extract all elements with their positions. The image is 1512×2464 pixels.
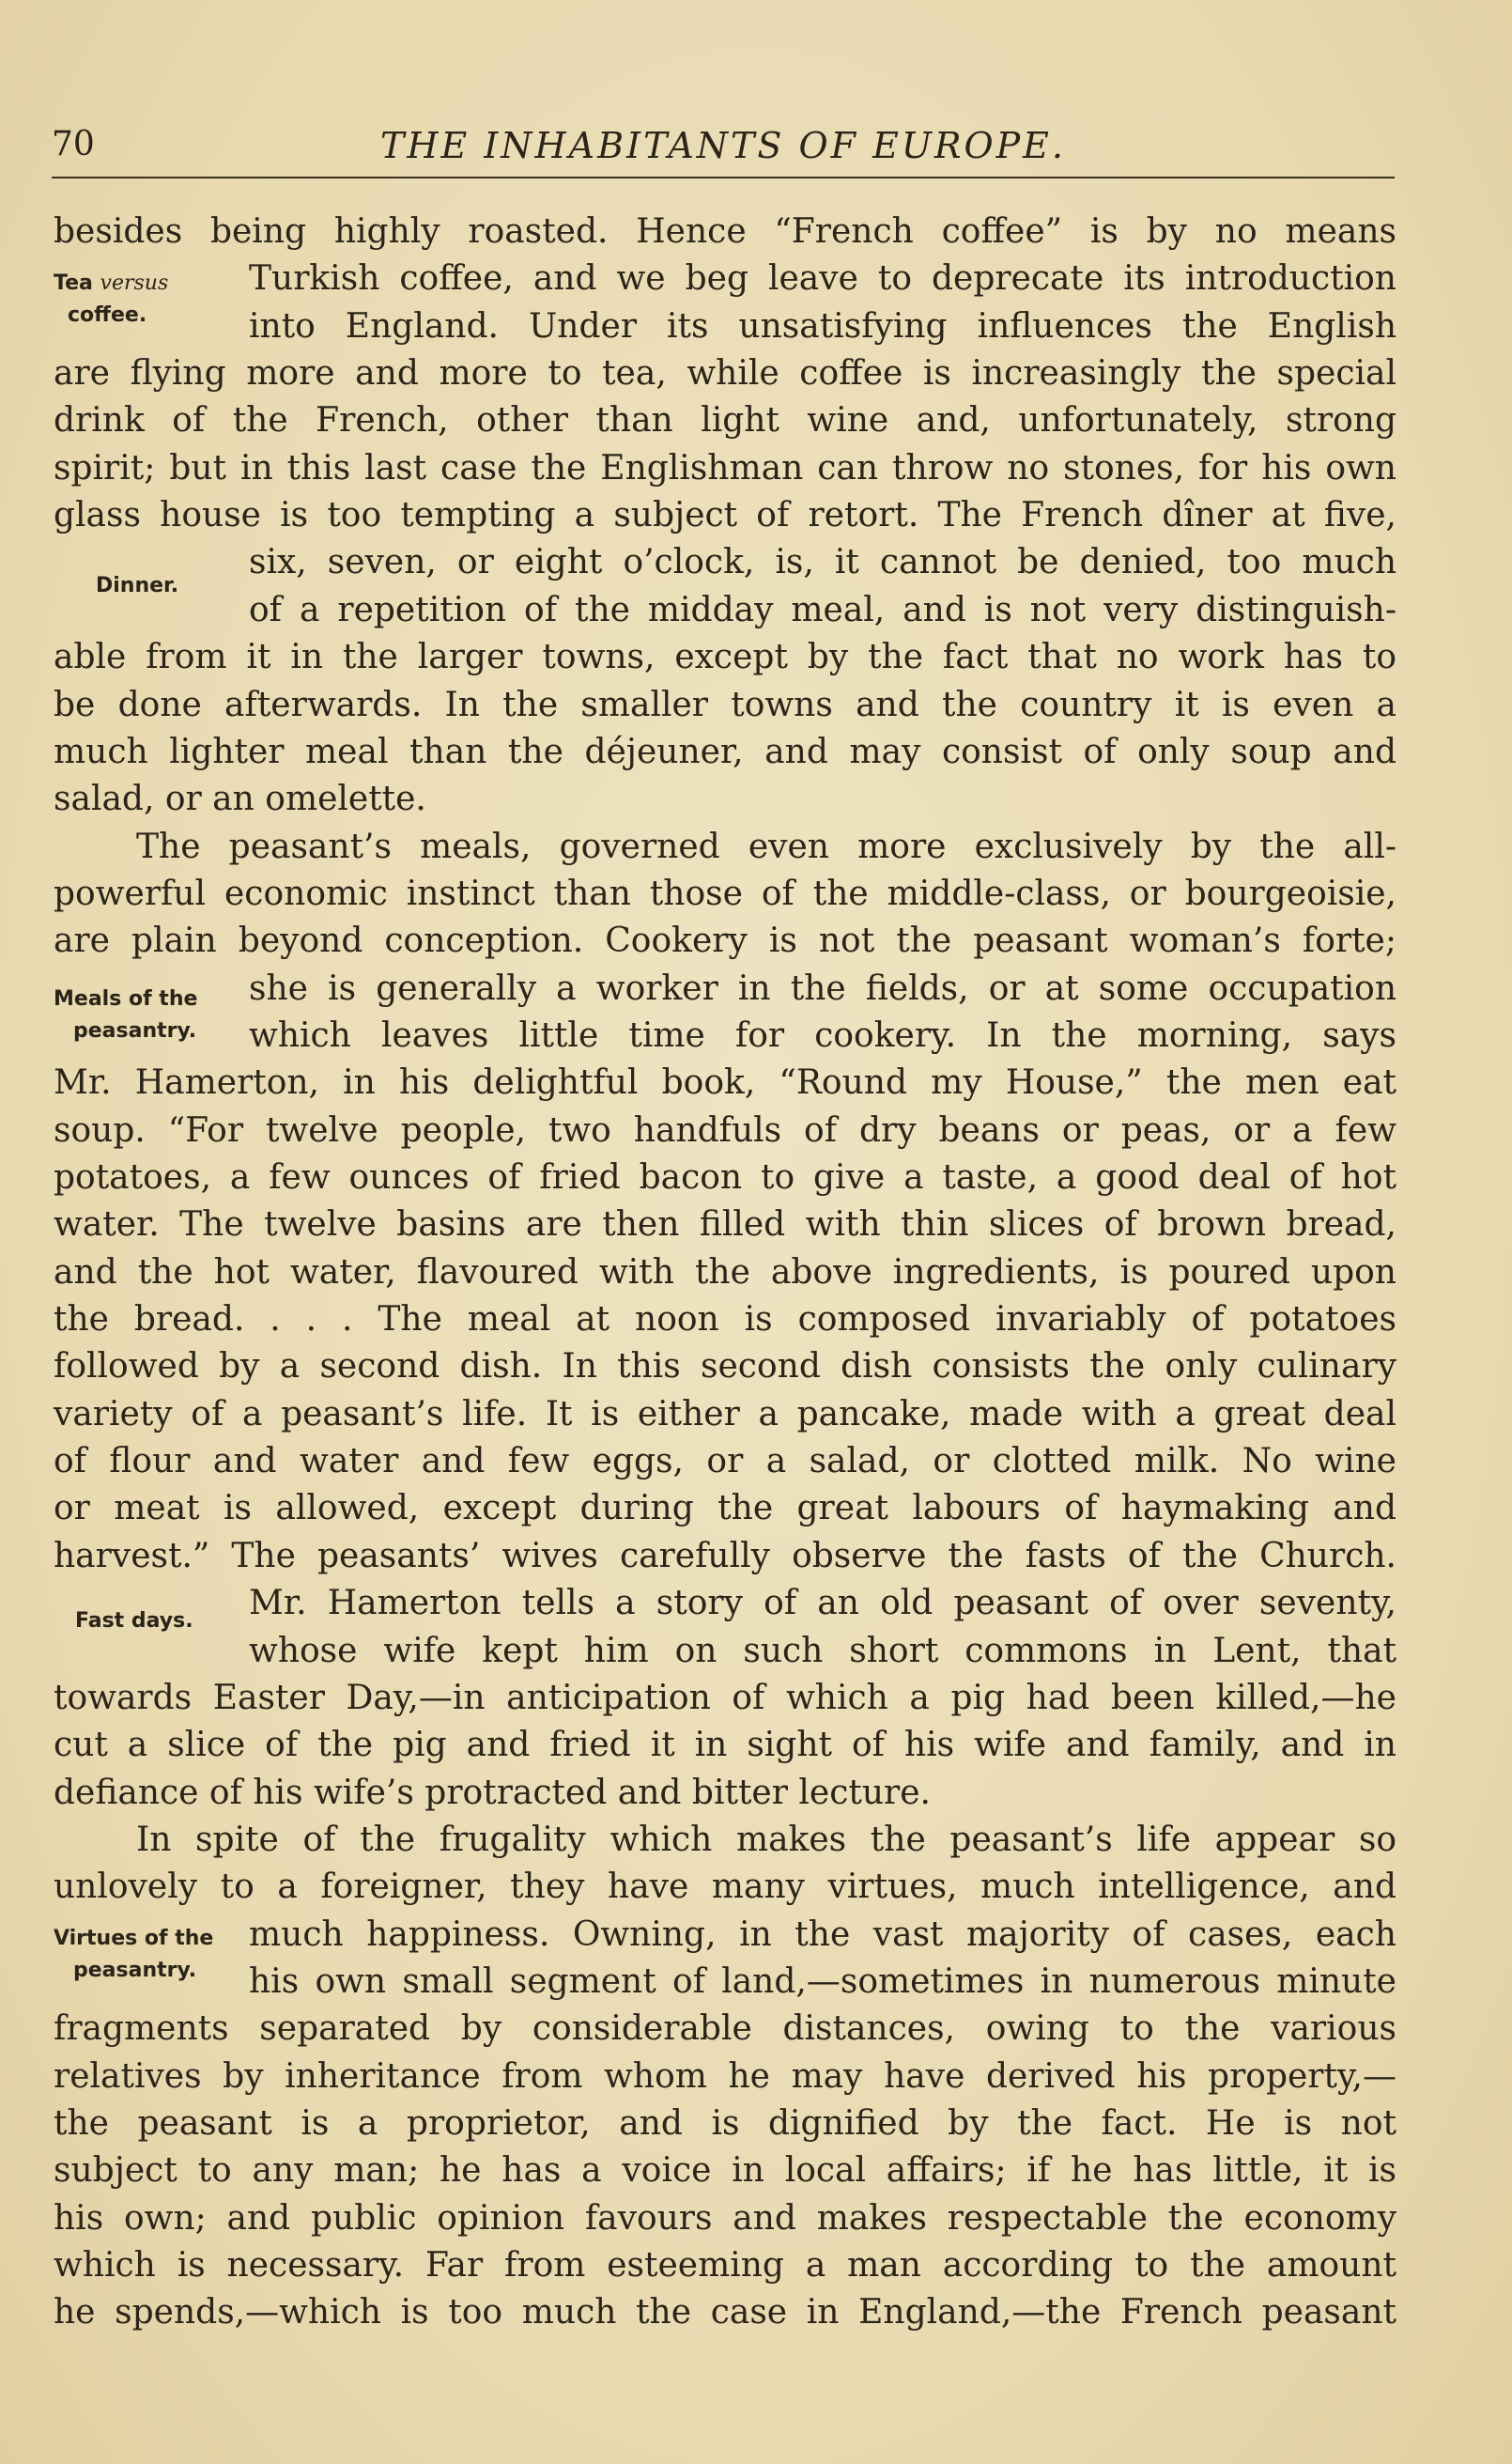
- text-line: into England. Under its unsatisfying influences the English: [249, 306, 1396, 346]
- text-line: Mr. Hamerton tells a story of an old peasant of over seventy,: [249, 1584, 1396, 1623]
- text-line: followed by a second dish. In this second dish consists the only culinary: [54, 1347, 1396, 1387]
- text-line: drink of the French, other than light wine and, unfortunately, strong: [54, 401, 1396, 441]
- text-line: harvest.” The peasants’ wives carefully observe the fasts of the Church.: [54, 1536, 1396, 1575]
- sidenote-virtues-of-the: Virtues of the: [54, 1927, 214, 1950]
- text-line: variety of a peasant’s life. It is either a pancake, made with a great deal: [54, 1394, 1396, 1433]
- header-rule: [52, 177, 1395, 178]
- text-line: relatives by inheritance from whom he may have derived his property,—: [54, 2056, 1396, 2096]
- text-line: whose wife kept him on such short commons in Lent, that: [249, 1631, 1396, 1670]
- text-line: his own; and public opinion favours and makes respectable the economy: [54, 2198, 1396, 2238]
- text-line: powerful economic instinct than those of the middle-class, or bourgeoisie,: [54, 874, 1396, 913]
- text-line: much happiness. Owning, in the vast majority of cases, each: [249, 1914, 1396, 1954]
- text-line: be done afterwards. In the smaller towns and the country it is even a: [54, 685, 1396, 724]
- text-line: Turkish coffee, and we beg leave to deprecate its introduction: [249, 259, 1396, 299]
- text-line: defiance of his wife’s protracted and bitter lecture.: [54, 1773, 931, 1812]
- text-line: are flying more and more to tea, while coffee is increasingly the special: [54, 354, 1396, 394]
- text-line: are plain beyond conception. Cookery is not the peasant woman’s forte;: [54, 922, 1396, 961]
- text-line: fragments separated by considerable distances, owing to the various: [54, 2009, 1396, 2049]
- text-line: the peasant is a proprietor, and is dignified by the fact. He is not: [54, 2104, 1396, 2143]
- text-line: he spends,—which is too much the case in England,—the French peasant: [54, 2293, 1396, 2332]
- text-line: Mr. Hamerton, in his delightful book, “Round my House,” the men eat: [54, 1063, 1396, 1103]
- text-line: his own small segment of land,—sometimes in numerous minute: [249, 1961, 1396, 2001]
- text-line: which leaves little time for cookery. In the morning, says: [249, 1015, 1396, 1055]
- text-line: besides being highly roasted. Hence “French coffee” is by no means: [54, 212, 1396, 251]
- text-line: of a repetition of the midday meal, and is not very distinguish-: [249, 590, 1396, 629]
- text-line: and the hot water, flavoured with the above ingredients, is poured upon: [54, 1252, 1396, 1292]
- text-line: water. The twelve basins are then filled with thin slices of brown bread,: [54, 1205, 1396, 1245]
- text-line: six, seven, or eight o’clock, is, it cannot be denied, too much: [249, 543, 1396, 582]
- text-line: cut a slice of the pig and fried it in sight of his wife and family, and in: [54, 1726, 1396, 1765]
- text-line: glass house is too tempting a subject of retort. The French dîner at five,: [54, 496, 1396, 535]
- text-line: salad, or an omelette.: [54, 780, 426, 819]
- running-header: [52, 117, 1395, 174]
- text-line: The peasant’s meals, governed even more exclusively by the all-: [136, 827, 1396, 866]
- text-line: much lighter meal than the déjeuner, and may consist of only soup and: [54, 732, 1396, 771]
- sidenote-meals-of-the: Meals of the: [54, 987, 198, 1011]
- sidenote-peasantry-1: peasantry.: [73, 1019, 197, 1043]
- sidenote-dinner: Dinner.: [96, 574, 179, 597]
- text-line: In spite of the frugality which makes the peasant’s life appear so: [136, 1820, 1396, 1859]
- text-line: subject to any man; he has a voice in local affairs; if he has little, it is: [54, 2151, 1396, 2191]
- sidenote-coffee: coffee.: [68, 303, 147, 327]
- sidenote-tea-versus: Tea versus: [54, 271, 169, 295]
- text-line: able from it in the larger towns, except by the fact that no work has to: [54, 638, 1396, 677]
- text-line: the bread. . . . The meal at noon is composed invariably of potatoes: [54, 1300, 1396, 1340]
- text-line: potatoes, a few ounces of fried bacon to give a taste, a good deal of hot: [54, 1158, 1396, 1197]
- page-number: 70: [52, 125, 95, 163]
- text-line: unlovely to a foreigner, they have many virtues, much intelligence, and: [54, 1867, 1396, 1907]
- text-line: spirit; but in this last case the Englishman can throw no stones, for his own: [54, 448, 1396, 488]
- text-line: she is generally a worker in the fields, or at some occupation: [249, 969, 1396, 1008]
- sidenote-peasantry-2: peasantry.: [73, 1959, 197, 1982]
- text-line: or meat is allowed, except during the great labours of haymaking and: [54, 1489, 1396, 1528]
- running-title: THE INHABITANTS OF EUROPE.: [379, 125, 1066, 166]
- text-line: towards Easter Day,—in anticipation of which a pig had been killed,—he: [54, 1678, 1396, 1717]
- text-line: soup. “For twelve people, two handfuls of dry beans or peas, or a few: [54, 1110, 1396, 1150]
- text-line: of flour and water and few eggs, or a salad, or clotted milk. No wine: [54, 1442, 1396, 1481]
- sidenote-fast-days: Fast days.: [75, 1609, 193, 1633]
- text-line: which is necessary. Far from esteeming a man according to the amount: [54, 2246, 1396, 2286]
